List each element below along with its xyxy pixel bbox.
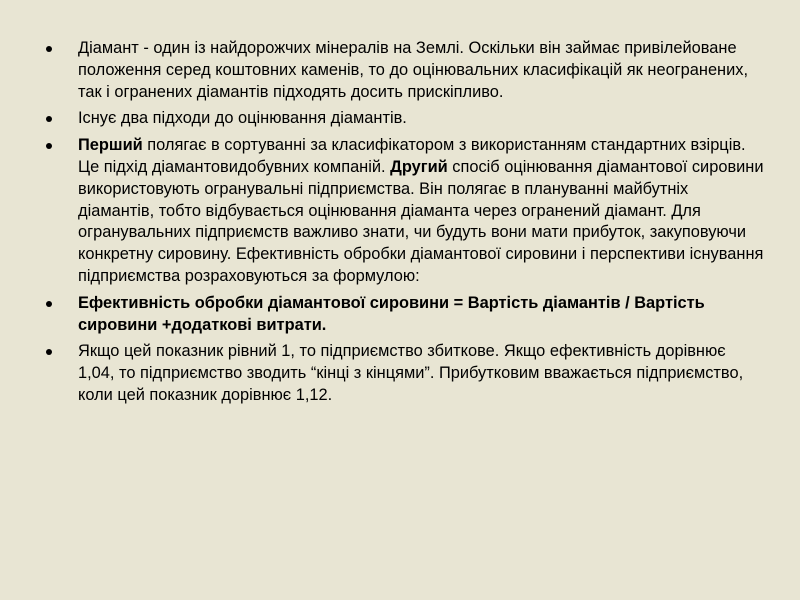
bullet-dot-icon: [46, 349, 52, 355]
bold-term-first: Перший: [78, 136, 143, 155]
bold-term-second: Другий: [390, 157, 448, 176]
formula-text: Ефективність обробки діамантової сировини = Вартість діамантів / Вартість сировини +додаткові витрати.: [78, 293, 705, 334]
bullet-dot-icon: [46, 301, 52, 307]
bullet-item: [46, 135, 766, 288]
bullet-text: полягає в сортуванні за класифікатором з використанням стандартних взірців. Це підхід діамантовидобувних компаній.: [78, 136, 746, 176]
bullet-text: Діамант - один із найдорожчих мінералів на Землі. Оскільки він займає привілейоване положення серед коштовних каменів, то до оцінювальних класифікацій як неогранених, так і огранених діамантів підходять досить прискіпливо.: [78, 39, 749, 101]
bullet-list: [46, 38, 766, 412]
bullet-text: Якщо цей показник рівний 1, то підприємство збиткове. Якщо ефективність дорівнює 1,04, то підприємство зводить “кінці з кінцями”. Прибутковим вважається підприємство, коли цей показник дорівнює 1,12.: [78, 342, 744, 404]
bullet-text: спосіб оцінювання діамантової сировини використовують огранувальні підприємства. Він полягає в плануванні майбутніх діамантів, тобто відбувається оцінювання діаманта через огранений діамант. Для огранувальних підприємств важливо знати, чи будуть вони мати прибуток, закуповуючи конкретну сировину. Ефективність обробки діамантової сировини і перспективи існування підприємства розраховуються за формулою:: [78, 157, 764, 285]
bullet-item: [46, 341, 766, 406]
bullet-item: [46, 293, 766, 337]
bullet-item: [46, 38, 766, 103]
bullet-item: [46, 108, 766, 130]
bullet-dot-icon: [46, 46, 52, 52]
bullet-dot-icon: [46, 143, 52, 149]
bullet-text: Існує два підходи до оцінювання діамантів.: [78, 109, 407, 128]
bullet-dot-icon: [46, 116, 52, 122]
